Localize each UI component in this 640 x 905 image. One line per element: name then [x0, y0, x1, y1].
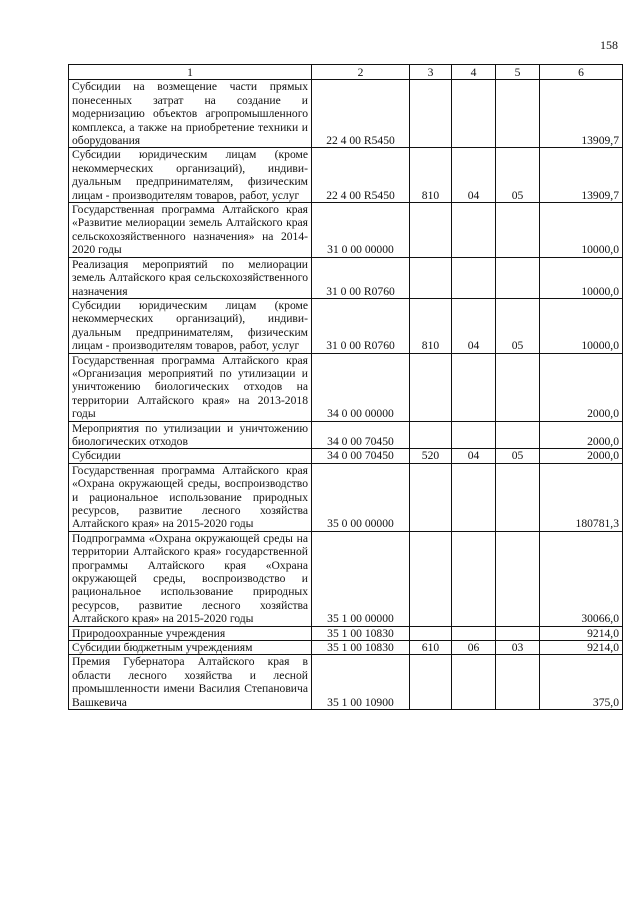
expense-type-cell: 610 [410, 641, 452, 655]
section-cell [452, 257, 496, 298]
section-cell [452, 80, 496, 148]
amount-cell: 10000,0 [540, 203, 623, 258]
amount-cell: 13909,7 [540, 148, 623, 203]
table-row [69, 641, 623, 655]
amount-cell: 13909,7 [540, 80, 623, 148]
subsection-cell [496, 421, 540, 449]
section-cell [452, 353, 496, 421]
target-code-cell: 34 0 00 00000 [312, 353, 410, 421]
table-row [69, 449, 623, 463]
expense-type-cell: 810 [410, 148, 452, 203]
budget-table [68, 64, 623, 710]
expense-type-cell [410, 531, 452, 626]
expense-type-cell [410, 463, 452, 531]
target-code-cell: 22 4 00 R5450 [312, 148, 410, 203]
target-code-cell: 31 0 00 R0760 [312, 298, 410, 353]
row-name-cell: Государственная программа Алтайского края «Организация мероприятий по утилизации и уничтожению биологических отходов на территории Алтайского края» на 2013-2018 годы [69, 353, 312, 421]
table-row [69, 463, 623, 531]
amount-cell: 9214,0 [540, 626, 623, 640]
expense-type-cell [410, 655, 452, 710]
section-cell: 04 [452, 148, 496, 203]
amount-cell: 10000,0 [540, 298, 623, 353]
expense-type-cell [410, 353, 452, 421]
table-row [69, 298, 623, 353]
row-name-cell: Подпрограмма «Охрана окружающей среды на территории Алтайского края» государственной программы Алтайского края «Охрана окружающей среды, воспроизводство и рациональное использование природных ресурсов, развитие лесного хозяйства Алтайского края» на 2015-2020 годы [69, 531, 312, 626]
header-col-4: 4 [452, 65, 496, 80]
expense-type-cell [410, 80, 452, 148]
table-row [69, 421, 623, 449]
target-code-cell: 34 0 00 70450 [312, 449, 410, 463]
row-name-cell: Мероприятия по утилизации и уничтожению биологических отходов [69, 421, 312, 449]
amount-cell: 9214,0 [540, 641, 623, 655]
amount-cell: 375,0 [540, 655, 623, 710]
amount-cell: 30066,0 [540, 531, 623, 626]
section-cell [452, 626, 496, 640]
row-name-cell: Премия Губернатора Алтайского края в области лесного хозяйства и лесной промышленности имени Василия Степановича Вашкевича [69, 655, 312, 710]
target-code-cell: 34 0 00 70450 [312, 421, 410, 449]
section-cell: 06 [452, 641, 496, 655]
target-code-cell: 35 1 00 00000 [312, 531, 410, 626]
page-number: 158 [600, 38, 618, 52]
subsection-cell [496, 80, 540, 148]
target-code-cell: 31 0 00 00000 [312, 203, 410, 258]
section-cell: 04 [452, 298, 496, 353]
subsection-cell [496, 353, 540, 421]
amount-cell: 2000,0 [540, 353, 623, 421]
row-name-cell: Субсидии [69, 449, 312, 463]
section-cell [452, 463, 496, 531]
subsection-cell [496, 463, 540, 531]
amount-cell: 10000,0 [540, 257, 623, 298]
table-row [69, 531, 623, 626]
subsection-cell [496, 626, 540, 640]
expense-type-cell: 810 [410, 298, 452, 353]
section-cell [452, 531, 496, 626]
header-col-3: 3 [410, 65, 452, 80]
row-name-cell: Природоохранные учреждения [69, 626, 312, 640]
expense-type-cell: 520 [410, 449, 452, 463]
row-name-cell: Государственная программа Алтайского края «Развитие мелиорации земель Алтайского края сельскохозяйственного назначения» на 2014-2020 годы [69, 203, 312, 258]
target-code-cell: 35 1 00 10830 [312, 641, 410, 655]
subsection-cell: 05 [496, 148, 540, 203]
section-cell [452, 655, 496, 710]
header-col-2: 2 [312, 65, 410, 80]
subsection-cell: 05 [496, 449, 540, 463]
expense-type-cell [410, 203, 452, 258]
table-row [69, 655, 623, 710]
table-row [69, 148, 623, 203]
row-name-cell: Государственная программа Алтайского края «Охрана окружающей среды, воспроизводство и рациональное использование природных ресурсов, развитие лесного хозяйства Алтайского края» на 2015-2020 годы [69, 463, 312, 531]
target-code-cell: 31 0 00 R0760 [312, 257, 410, 298]
target-code-cell: 22 4 00 R5450 [312, 80, 410, 148]
target-code-cell: 35 1 00 10900 [312, 655, 410, 710]
table-row [69, 203, 623, 258]
subsection-cell: 05 [496, 298, 540, 353]
section-cell [452, 421, 496, 449]
subsection-cell [496, 203, 540, 258]
amount-cell: 180781,3 [540, 463, 623, 531]
table-row [69, 80, 623, 148]
table-header-row [69, 65, 623, 80]
subsection-cell [496, 531, 540, 626]
target-code-cell: 35 0 00 00000 [312, 463, 410, 531]
subsection-cell [496, 257, 540, 298]
expense-type-cell [410, 626, 452, 640]
section-cell [452, 203, 496, 258]
section-cell: 04 [452, 449, 496, 463]
header-col-6: 6 [540, 65, 623, 80]
row-name-cell: Субсидии юридическим лицам (кроме некоммерческих организаций), индивидуальным предпринимателям, физическим лицам - производителям товаров, работ, услуг [69, 148, 312, 203]
expense-type-cell [410, 257, 452, 298]
subsection-cell [496, 655, 540, 710]
table-body [69, 80, 623, 710]
table-row [69, 257, 623, 298]
subsection-cell: 03 [496, 641, 540, 655]
amount-cell: 2000,0 [540, 449, 623, 463]
table-row [69, 626, 623, 640]
row-name-cell: Субсидии юридическим лицам (кроме некоммерческих организаций), индивидуальным предпринимателям, физическим лицам - производителям товаров, работ, услуг [69, 298, 312, 353]
target-code-cell: 35 1 00 10830 [312, 626, 410, 640]
row-name-cell: Субсидии на возмещение части прямых понесенных затрат на создание и модернизацию объектов агропромышленного комплекса, а также на приобретение техники и оборудования [69, 80, 312, 148]
header-col-1: 1 [69, 65, 312, 80]
expense-type-cell [410, 421, 452, 449]
amount-cell: 2000,0 [540, 421, 623, 449]
row-name-cell: Реализация мероприятий по мелиорации земель Алтайского края сельскохозяйственного назначения [69, 257, 312, 298]
header-col-5: 5 [496, 65, 540, 80]
table-row [69, 353, 623, 421]
row-name-cell: Субсидии бюджетным учреждениям [69, 641, 312, 655]
